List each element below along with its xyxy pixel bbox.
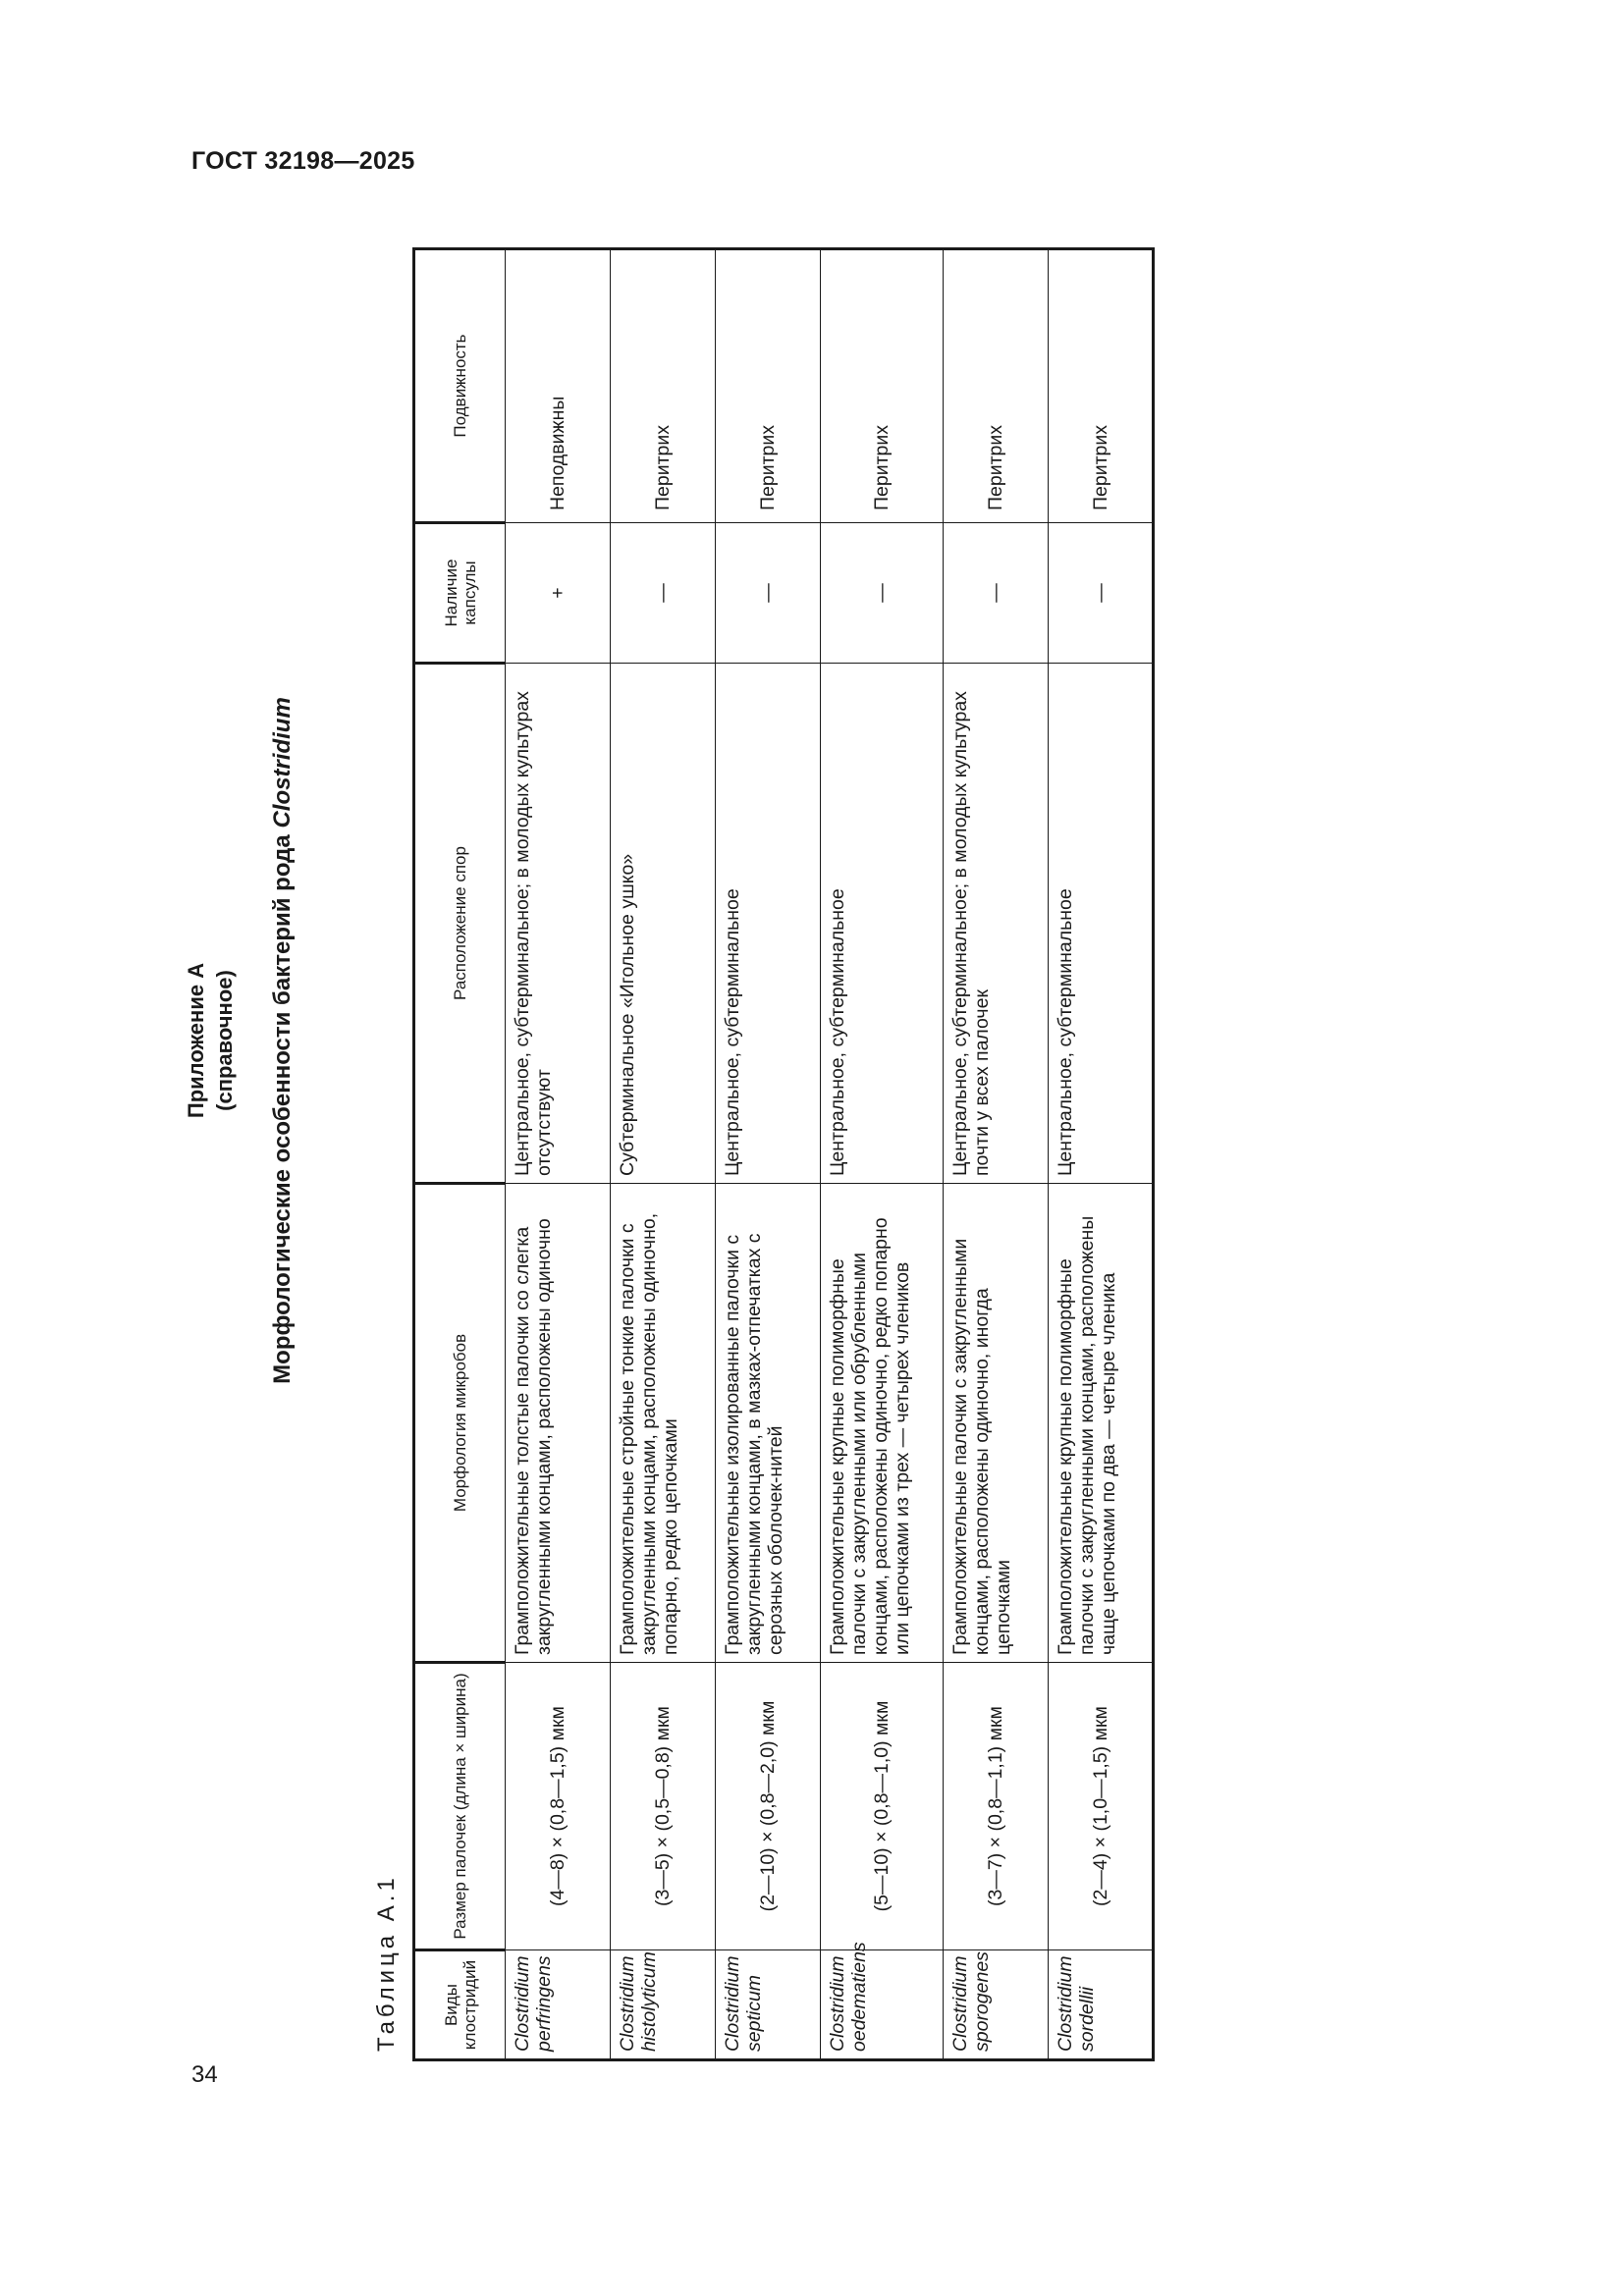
- cell-spores: Субтерминальное «Игольное ушко»: [611, 664, 716, 1184]
- header-species: Виды клостридий: [414, 1950, 506, 2060]
- annex-caption-genus: Clostridium: [269, 697, 296, 828]
- cell-motility: Перитрих: [821, 249, 944, 523]
- cell-species: Clostridium sordellii: [1049, 1950, 1154, 2060]
- clostridium-table: [412, 247, 1155, 2061]
- table-row: [611, 249, 716, 2060]
- cell-species: Clostridium histolyticum: [611, 1950, 716, 2060]
- rotated-annex-section: [184, 196, 1178, 2061]
- cell-spores: Центральное, субтерминальное; в молодых культурах отсутствуют: [506, 664, 611, 1184]
- cell-capsule: —: [944, 523, 1049, 664]
- table-header-row: [414, 249, 506, 2060]
- cell-morphology: Грамположительные крупные полиморфные палочки с закругленными или обрубленными концами, расположены одиночно, редко попарно или цепочками из трех — четырех члеников: [821, 1184, 944, 1663]
- table-row: [506, 249, 611, 2060]
- cell-species: Clostridium perfringens: [506, 1950, 611, 2060]
- annex-caption: [269, 648, 297, 1433]
- cell-species: Clostridium oedematiens: [821, 1950, 944, 2060]
- cell-morphology: Грамположительные толстые палочки со слегка закругленными концами, расположены одиночно: [506, 1184, 611, 1663]
- annex-heading: [182, 648, 297, 1433]
- annex-title: Приложение А: [184, 962, 208, 1119]
- cell-size: (4—8) × (0,8—1,5) мкм: [506, 1663, 611, 1950]
- cell-size: (3—5) × (0,5—0,8) мкм: [611, 1663, 716, 1950]
- document-code: ГОСТ 32198—2025: [191, 147, 415, 175]
- header-motility: Подвижность: [414, 249, 506, 523]
- cell-size: (2—4) × (1,0—1,5) мкм: [1049, 1663, 1154, 1950]
- cell-capsule: —: [716, 523, 821, 664]
- table-row: [1049, 249, 1154, 2060]
- annex-caption-text: Морфологические особенности бактерий рода: [269, 834, 296, 1384]
- cell-size: (5—10) × (0,8—1,0) мкм: [821, 1663, 944, 1950]
- cell-morphology: Грамположительные крупные полиморфные палочки с закругленными концами, расположены чаще цепочками по два — четыре членика: [1049, 1184, 1154, 1663]
- cell-motility: Перитрих: [716, 249, 821, 523]
- cell-species: Clostridium sporogenes: [944, 1950, 1049, 2060]
- cell-species: Clostridium septicum: [716, 1950, 821, 2060]
- cell-size: (3—7) × (0,8—1,1) мкм: [944, 1663, 1049, 1950]
- cell-morphology: Грамположительные изолированные палочки с закругленными концами, в мазках-отпечатках с серозных оболочек-нитей: [716, 1184, 821, 1663]
- table-row: [821, 249, 944, 2060]
- cell-motility: Перитрих: [611, 249, 716, 523]
- cell-motility: Перитрих: [944, 249, 1049, 523]
- cell-spores: Центральное, субтерминальное; в молодых культурах почти у всех палочек: [944, 664, 1049, 1184]
- header-spores: Расположение спор: [414, 664, 506, 1184]
- cell-spores: Центральное, субтерминальное: [1049, 664, 1154, 1184]
- annex-kind: (справочное): [212, 970, 237, 1111]
- cell-capsule: —: [611, 523, 716, 664]
- cell-motility: Перитрих: [1049, 249, 1154, 523]
- header-capsule: Наличие капсулы: [414, 523, 506, 664]
- table-row: [944, 249, 1049, 2060]
- table-row: [716, 249, 821, 2060]
- cell-morphology: Грамположительные палочки с закругленными концами, расположены одиночно, иногда цепочками: [944, 1184, 1049, 1663]
- page-number: 34: [191, 2061, 218, 2088]
- cell-capsule: —: [1049, 523, 1154, 664]
- cell-size: (2—10) × (0,8—2,0) мкм: [716, 1663, 821, 1950]
- table-container: [412, 250, 1136, 2061]
- cell-capsule: —: [821, 523, 944, 664]
- cell-motility: Неподвижны: [506, 249, 611, 523]
- cell-capsule: +: [506, 523, 611, 664]
- header-size: Размер палочек (длина × ширина): [414, 1663, 506, 1950]
- cell-spores: Центральное, субтерминальное: [821, 664, 944, 1184]
- header-morphology: Морфология микробов: [414, 1184, 506, 1663]
- cell-spores: Центральное, субтерминальное: [716, 664, 821, 1184]
- cell-morphology: Грамположительные стройные тонкие палочки с закругленными концами, расположены одиночно, попарно, редко цепочками: [611, 1184, 716, 1663]
- table-label: Таблица А.1: [373, 1874, 400, 2052]
